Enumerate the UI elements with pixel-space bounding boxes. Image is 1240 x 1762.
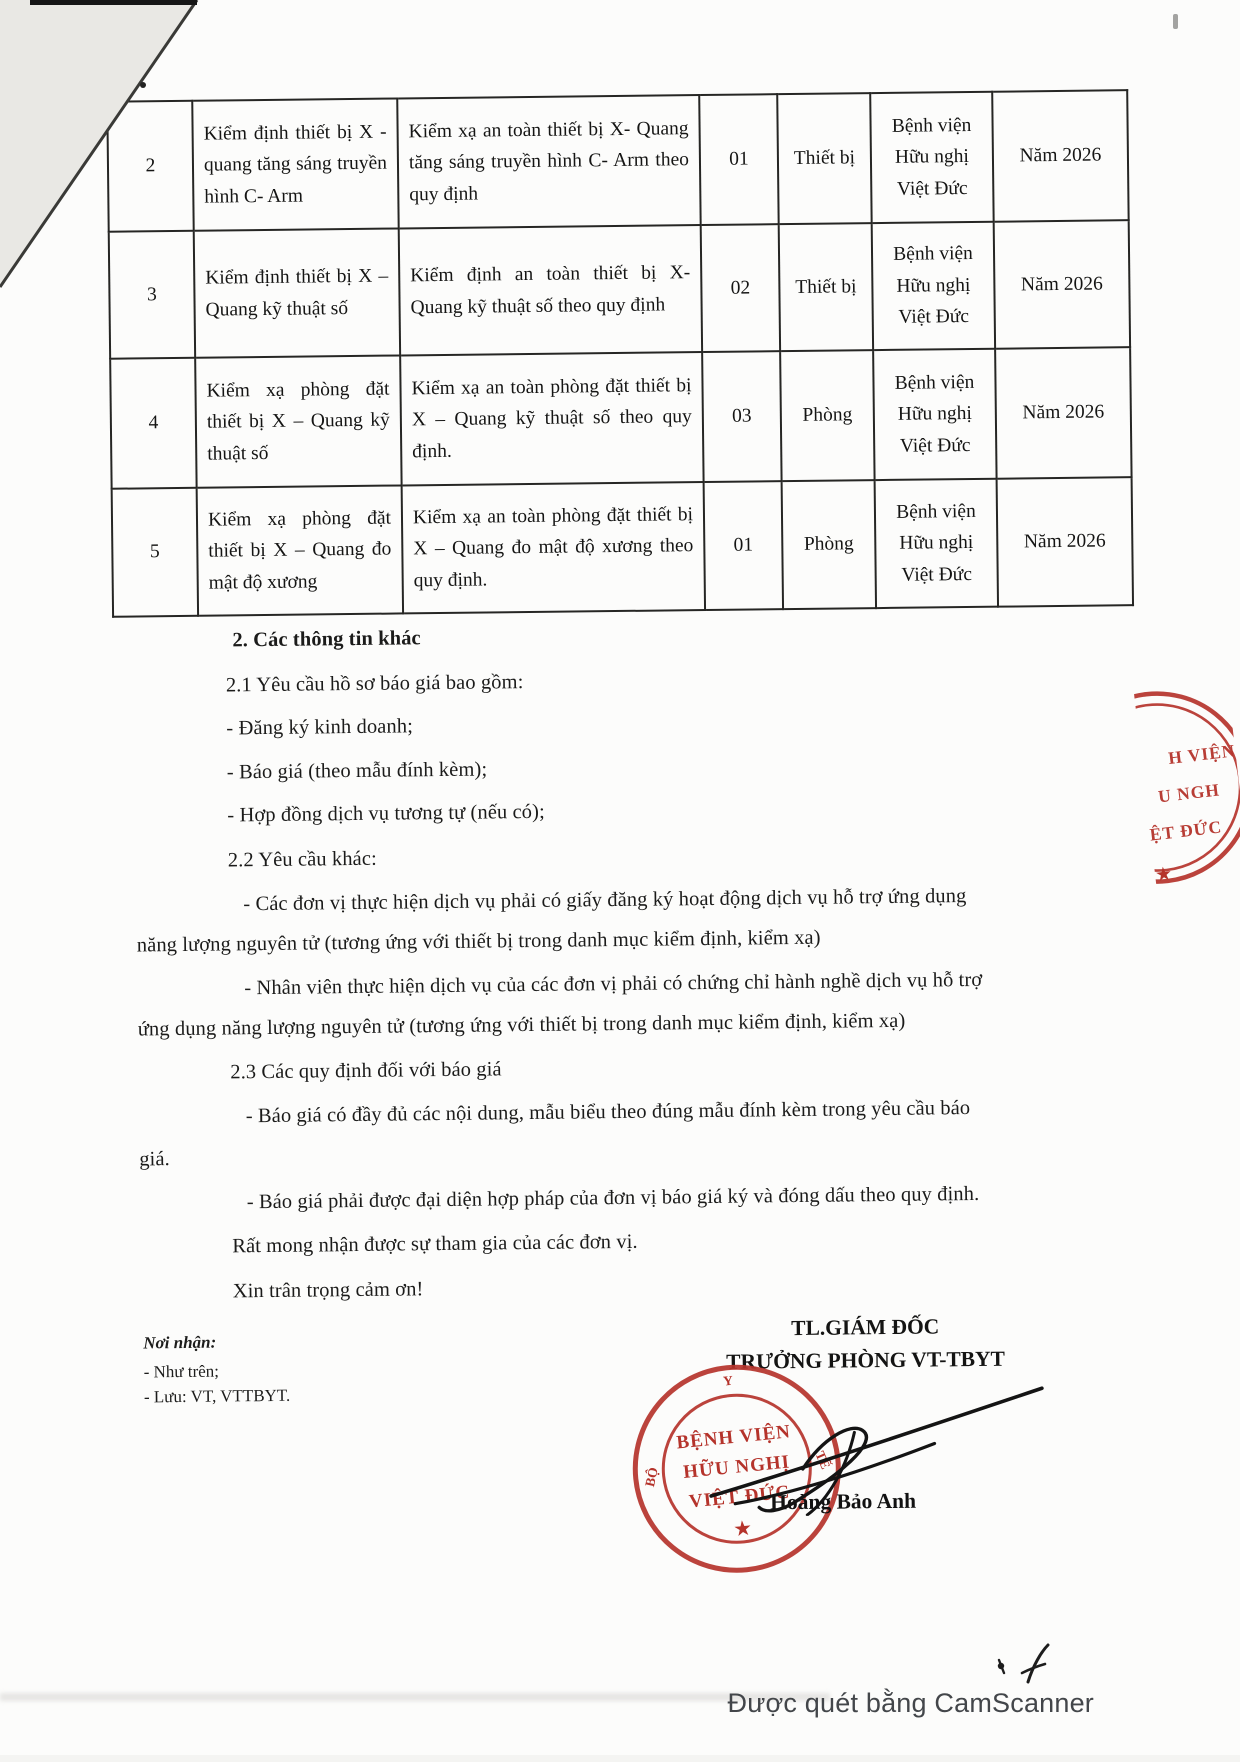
pen-mark	[990, 1642, 1052, 1690]
body-line: - Báo giá phải được đại diện hợp pháp của đơn vị báo giá ký và đóng dấu theo quy định.	[246, 1182, 980, 1214]
table-cell-quantity: 01	[704, 481, 783, 610]
body-line: - Các đơn vị thực hiện dịch vụ phải có giấy đăng ký hoạt động dịch vụ hỗ trợ ứng dụng	[243, 885, 967, 916]
table-cell-description: Kiểm định an toàn thiết bị X- Quang kỹ thuật số theo quy định	[399, 225, 702, 355]
signer-title-line2: TRƯỞNG PHÒNG VT-TBYT	[726, 1346, 1006, 1374]
table-cell-unit: Phòng	[782, 480, 876, 609]
table-cell-no: 5	[112, 488, 198, 617]
page-edge-stamp-fragment	[1134, 679, 1240, 894]
stamp-text-line: VIỆT ĐỨC	[688, 1481, 792, 1513]
body-line: 2. Các thông tin khác	[232, 627, 421, 652]
service-table	[106, 89, 1134, 618]
stamp-text-line: HỮU NGHỊ	[682, 1451, 791, 1483]
table-cell-location: Bệnh viện Hữu nghị Việt Đức	[873, 349, 996, 480]
body-line: 2.1 Yêu cầu hồ sơ báo giá bao gồm:	[225, 671, 524, 697]
table-row	[110, 347, 1131, 489]
camscanner-watermark: Được quét bằng CamScanner	[727, 1688, 1094, 1718]
signature	[704, 1378, 1051, 1517]
stamp-ring-left: BỘ	[642, 1465, 661, 1489]
edge-stamp-line: U NGH	[1157, 779, 1221, 807]
edge-stamp-star-icon: ★	[1154, 863, 1174, 887]
body-line: - Hợp đồng dịch vụ tương tự (nếu có);	[227, 800, 545, 827]
folded-corner-artifact	[0, 0, 220, 300]
body-line: Rất mong nhận được sự tham gia của các đơn vị.	[232, 1230, 638, 1258]
body-line: 2.2 Yêu cầu khác:	[227, 847, 377, 872]
table-cell-description: Kiểm xạ an toàn phòng đặt thiết bị X – Quang đo mật độ xương theo quy định.	[402, 482, 705, 613]
ink-speck	[1173, 14, 1178, 29]
stamp-ring-top: Y	[722, 1372, 734, 1389]
table-cell-time: Năm 2026	[997, 477, 1133, 607]
table-cell-time: Năm 2026	[994, 220, 1130, 349]
body-line: - Đăng ký kinh doanh;	[226, 715, 414, 740]
table-cell-time: Năm 2026	[992, 90, 1128, 222]
stamp-ring-right: TẾ	[812, 1448, 834, 1472]
stamp-star-icon: ★	[732, 1515, 754, 1542]
body-line: - Báo giá có đầy đủ các nội dung, mẫu biểu theo đúng mẫu đính kèm trong yêu cầu báo	[245, 1097, 971, 1128]
table-cell-no: 2	[107, 101, 193, 232]
table-cell-location: Bệnh viện Hữu nghị Việt Đức	[875, 479, 998, 608]
body-line: - Nhân viên thực hiện dịch vụ của các đơn vị phải có chứng chỉ hành nghề dịch vụ hỗ trợ	[244, 968, 983, 1000]
table-cell-location: Bệnh viện Hữu nghị Việt Đức	[872, 222, 995, 350]
table-cell-item: Kiểm định thiết bị X - quang tăng sáng truyền hình C- Arm	[192, 98, 398, 230]
table-cell-item: Kiểm xạ phòng đặt thiết bị X – Quang đo mật độ xương	[197, 485, 403, 615]
edge-stamp-line: ỆT ĐỨC	[1148, 816, 1224, 845]
body-line: Xin trân trọng cảm ơn!	[232, 1278, 424, 1303]
table-cell-quantity: 01	[699, 94, 778, 225]
edge-stamp-line: H VIỆN	[1167, 740, 1237, 769]
table-cell-no: 3	[109, 231, 195, 359]
recipient-item: - Như trên;	[143, 1361, 220, 1382]
table-row	[109, 220, 1130, 359]
table-cell-unit: Thiết bị	[779, 223, 873, 351]
body-line: giá.	[139, 1148, 170, 1171]
recipient-item: - Lưu: VT, VTTBYT.	[143, 1385, 291, 1407]
table-cell-item: Kiểm xạ phòng đặt thiết bị X – Quang kỹ thuật số	[195, 355, 401, 487]
table-row	[107, 90, 1128, 232]
recipients-block	[143, 1332, 290, 1410]
recipients-title: Nơi nhận:	[143, 1332, 217, 1353]
body-line: năng lượng nguyên tử (tương ứng với thiết bị trong danh mục kiểm định, kiểm xạ)	[136, 926, 821, 957]
table-cell-item: Kiểm định thiết bị X – Quang kỹ thuật số	[194, 228, 400, 357]
table-row	[112, 477, 1133, 617]
table-cell-description: Kiểm xạ an toàn thiết bị X- Quang tăng sáng truyền hình C- Arm theo quy định	[397, 95, 700, 228]
body-line: - Báo giá (theo mẫu đính kèm);	[226, 758, 488, 784]
stamp-text-line: BỆNH VIỆN	[675, 1421, 792, 1454]
table-cell-unit: Phòng	[780, 350, 874, 481]
body-line: 2.3 Các quy định đối với báo giá	[230, 1058, 502, 1084]
table-cell-unit: Thiết bị	[777, 93, 871, 224]
signer-title-line1: TL.GIÁM ĐỐC	[791, 1314, 940, 1341]
signer-name: Hoàng Bảo Anh	[770, 1488, 917, 1515]
table-cell-quantity: 02	[701, 224, 780, 352]
table-cell-no: 4	[110, 358, 196, 489]
table-cell-description: Kiểm xạ an toàn phòng đặt thiết bị X – Quang kỹ thuật số theo quy định.	[400, 352, 703, 485]
scan-shadow	[0, 1693, 830, 1701]
table-cell-time: Năm 2026	[995, 347, 1131, 479]
body-line: ứng dụng năng lượng nguyên tử (tương ứng với thiết bị trong danh mục kiểm định, kiểm xạ)	[137, 1009, 906, 1041]
table-cell-location: Bệnh viện Hữu nghị Việt Đức	[870, 92, 993, 223]
table-cell-quantity: 03	[702, 351, 781, 482]
